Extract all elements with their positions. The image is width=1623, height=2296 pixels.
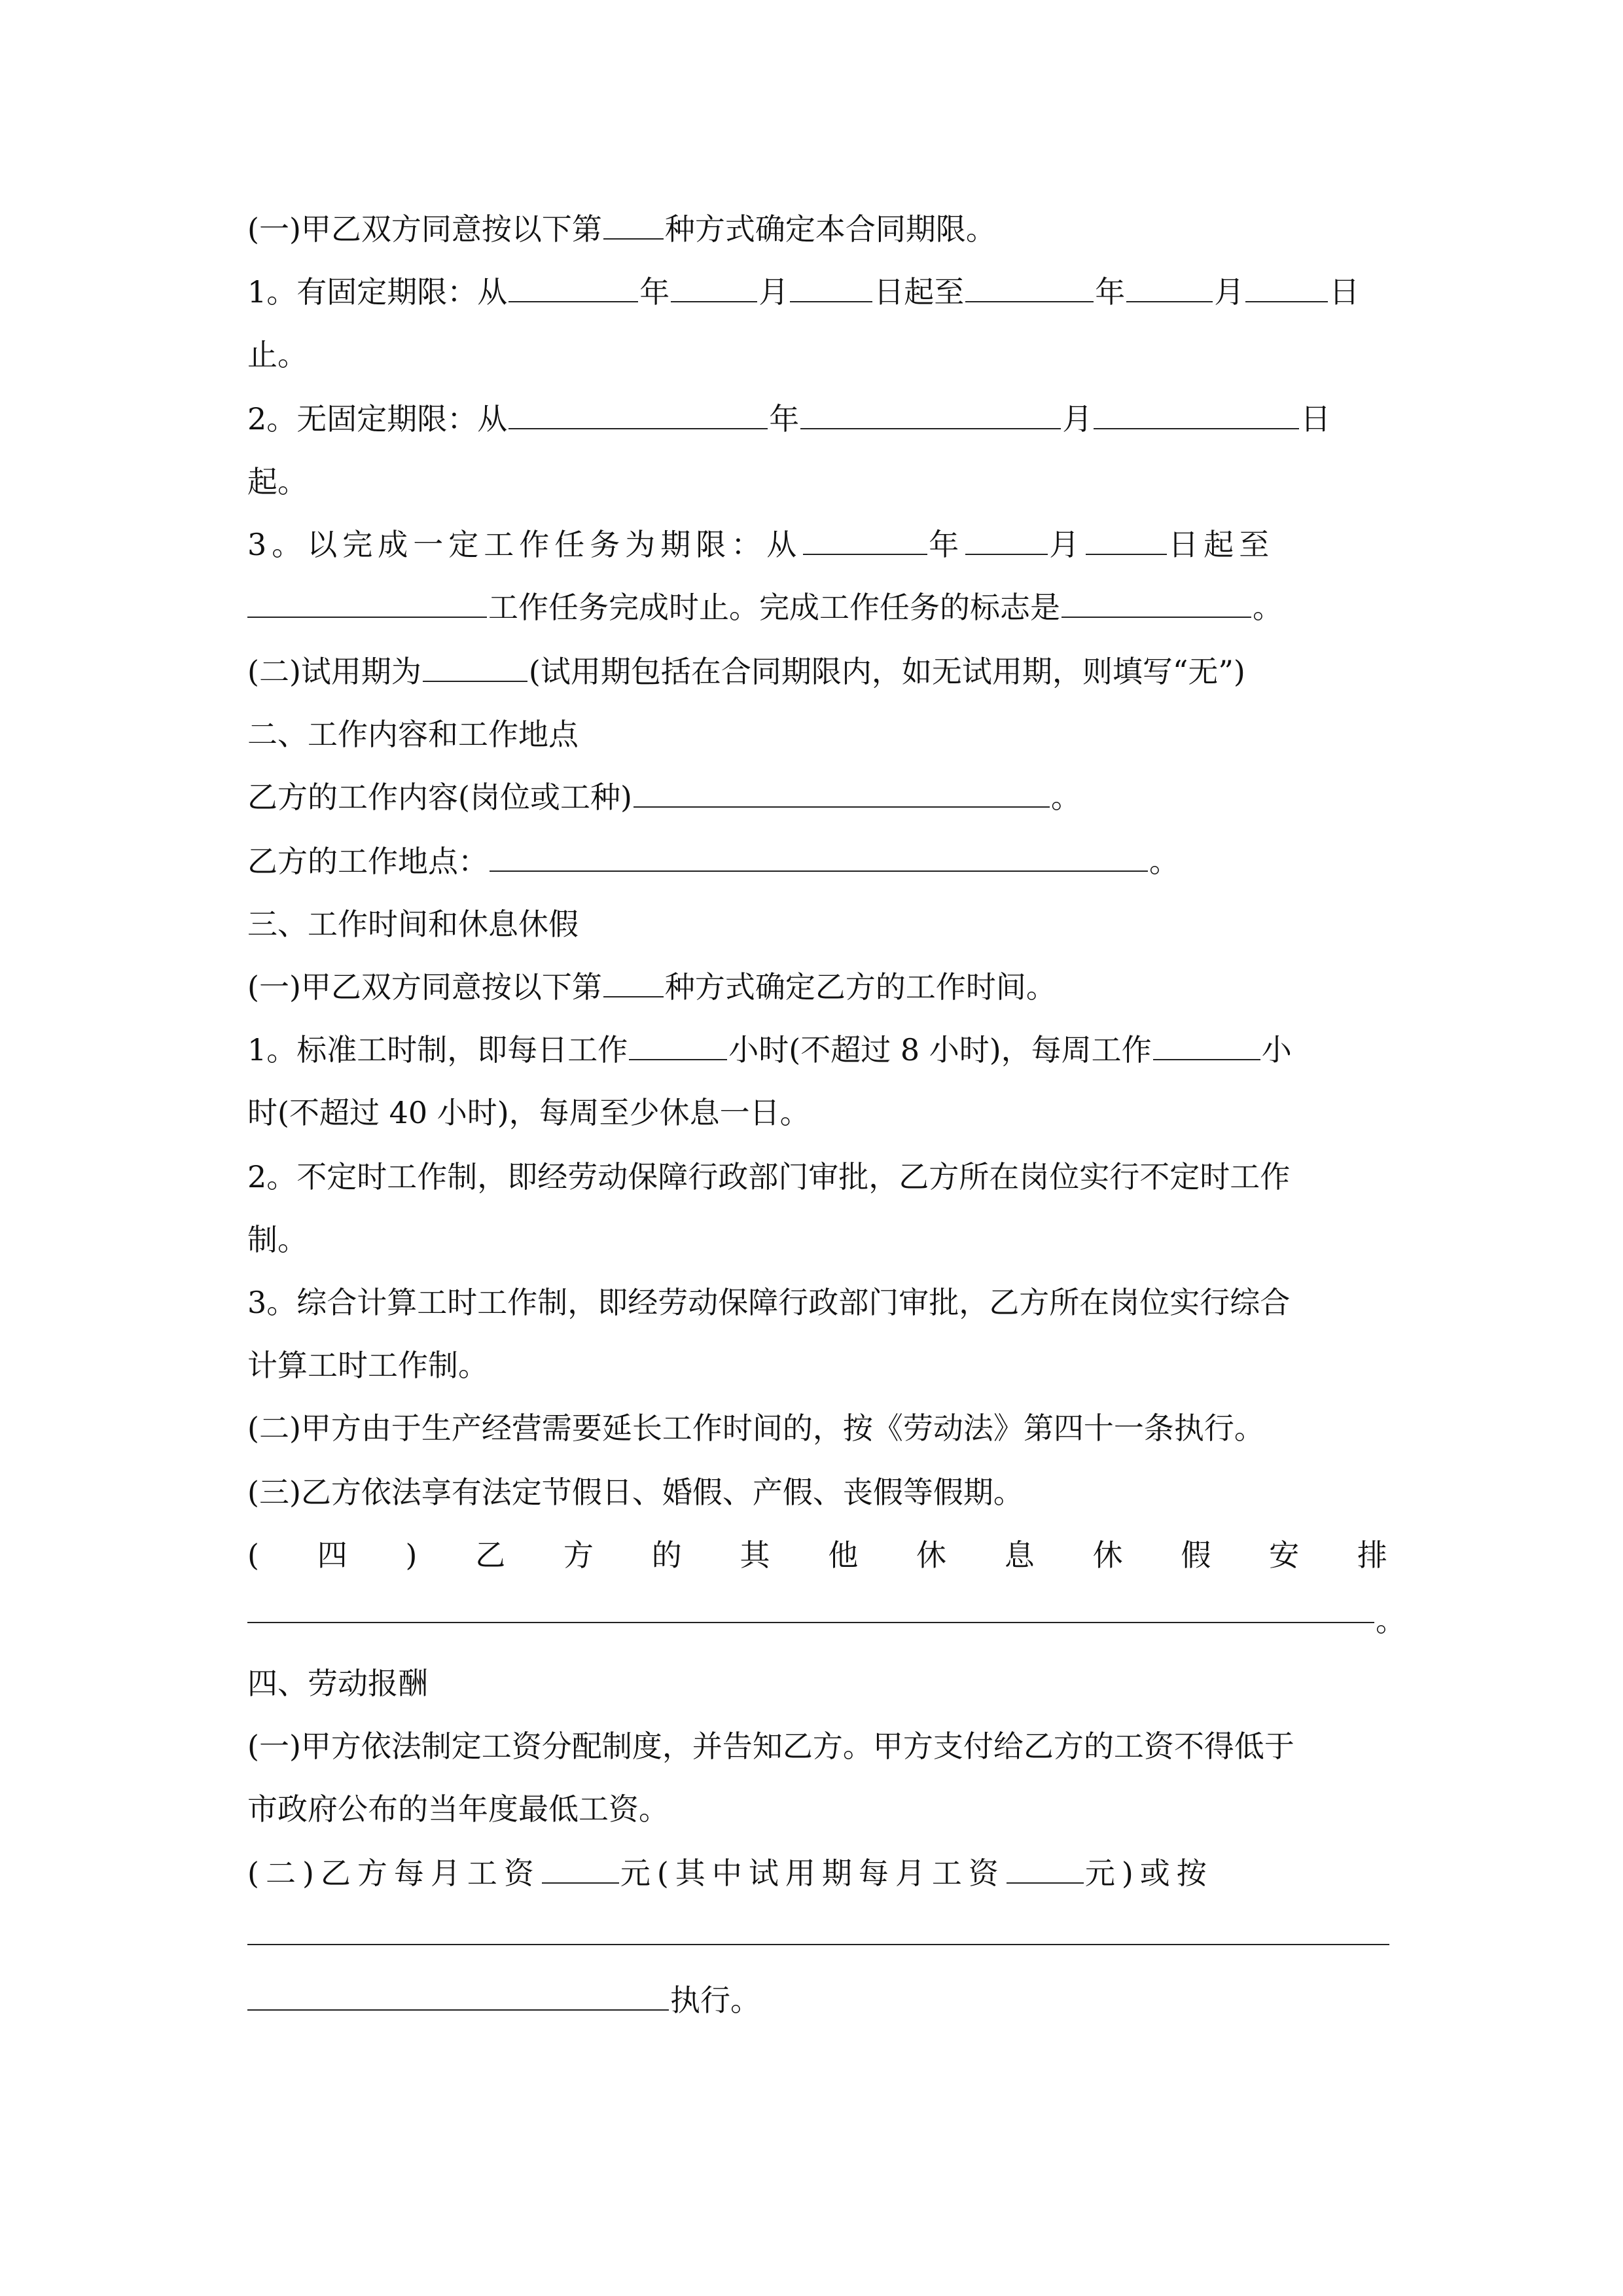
text: 种方式确定乙方的工作时间。 — [664, 969, 1056, 1005]
text: 2。无固定期限：从 — [247, 401, 508, 437]
fixed-start-year-blank[interactable] — [508, 275, 638, 302]
fixed-term-line-end — [247, 334, 1386, 376]
text: 日起至 — [874, 274, 965, 310]
text: 乙方的工作地点： — [247, 844, 488, 879]
text: 工作任务完成时止。完成工作任务的标志是 — [488, 590, 1060, 625]
char: 乙 — [475, 1537, 506, 1573]
method-number-blank[interactable] — [603, 212, 664, 240]
text: 计算工时工作制。 — [247, 1348, 488, 1383]
open-term-line-end — [247, 461, 1386, 503]
task-start-year-blank[interactable] — [803, 528, 927, 555]
text: 月 — [1049, 527, 1085, 562]
probation-line — [247, 651, 1386, 692]
text: 小 — [1261, 1032, 1292, 1067]
char: 安 — [1269, 1537, 1300, 1573]
text: 乙方的工作内容(岗位或工种) — [247, 780, 632, 815]
open-start-month-blank[interactable] — [800, 402, 1061, 429]
text: 种方式确定本合同期限。 — [664, 211, 996, 247]
char: 排 — [1357, 1537, 1387, 1573]
monthly-wage-line — [247, 1852, 1386, 1894]
flexible-hours-line — [247, 1156, 1386, 1198]
fixed-start-day-blank[interactable] — [790, 275, 872, 302]
text: 1。有固定期限：从 — [247, 274, 508, 310]
fixed-start-month-blank[interactable] — [671, 275, 757, 302]
section-2-heading — [247, 713, 1386, 755]
text: 月 — [1062, 401, 1093, 437]
task-completion-mark-blank[interactable] — [1061, 590, 1251, 618]
section-4-heading — [247, 1662, 1386, 1704]
text: 月 — [758, 274, 789, 310]
text: 。 — [1149, 844, 1179, 879]
open-start-year-blank[interactable] — [508, 402, 768, 429]
text: 。 — [1376, 1603, 1406, 1638]
text: 元)或按 — [1084, 1856, 1213, 1891]
text: 止。 — [247, 337, 308, 372]
monthly-wage-blank[interactable] — [542, 1856, 619, 1884]
char: 休 — [1092, 1537, 1123, 1573]
text: 3。以完成一定工作任务为期限：从 — [247, 527, 802, 562]
text: 小时(不超过 8 小时)，每周工作 — [728, 1032, 1152, 1067]
fixed-end-day-blank[interactable] — [1245, 275, 1328, 302]
text: 日起至 — [1168, 527, 1275, 562]
task-term-line — [247, 524, 1386, 565]
char: 其 — [740, 1537, 770, 1573]
section-3-heading — [247, 903, 1386, 945]
standard-hours-line — [247, 1029, 1386, 1071]
other-rest-blank[interactable] — [247, 1622, 1374, 1623]
wage-basis-blank[interactable] — [247, 1944, 1389, 1945]
text: 年 — [1095, 274, 1126, 310]
probation-wage-blank[interactable] — [1007, 1856, 1084, 1884]
char: 的 — [651, 1537, 682, 1573]
char: 假 — [1181, 1537, 1211, 1573]
text: 2。不定时工作制，即经劳动保障行政部门审批，乙方所在岗位实行不定时工作 — [247, 1159, 1291, 1194]
task-start-month-blank[interactable] — [965, 528, 1048, 555]
standard-hours-line-2 — [247, 1092, 1386, 1134]
weekly-hours-blank[interactable] — [1153, 1033, 1260, 1060]
task-term-line-2 — [247, 586, 1386, 628]
text: 三、工作时间和休息休假 — [247, 906, 579, 942]
text: (一)甲方依法制定工资分配制度，并告知乙方。甲方支付给乙方的工资不得低于 — [247, 1729, 1294, 1764]
fixed-end-year-blank[interactable] — [965, 275, 1094, 302]
wage-execution-line — [247, 1979, 1386, 2021]
task-start-day-blank[interactable] — [1086, 528, 1167, 555]
text: (试用期包括在合同期限内，如无试用期，则填写“无”) — [528, 654, 1245, 689]
work-hours-method-line — [247, 966, 1386, 1008]
open-start-day-blank[interactable] — [1094, 402, 1299, 429]
text: (一)甲乙双方同意按以下第 — [247, 969, 602, 1005]
char: 他 — [828, 1537, 859, 1573]
comprehensive-hours-line — [247, 1282, 1386, 1323]
comprehensive-hours-line-2 — [247, 1344, 1386, 1386]
text: 月 — [1214, 274, 1245, 310]
char: 四 — [317, 1537, 348, 1573]
task-description-blank[interactable] — [247, 590, 487, 618]
text: 四、劳动报酬 — [247, 1666, 428, 1701]
wage-system-line — [247, 1725, 1386, 1767]
text: 。 — [1050, 780, 1081, 815]
text: 制。 — [247, 1222, 308, 1257]
job-content-blank[interactable] — [633, 780, 1050, 808]
other-rest-line — [247, 1534, 1387, 1576]
text: 二、工作内容和工作地点 — [247, 717, 579, 752]
work-location-blank[interactable] — [490, 844, 1148, 872]
text: 年 — [929, 527, 965, 562]
wage-system-line-2 — [247, 1788, 1386, 1830]
open-term-line — [247, 398, 1386, 440]
text: 3。综合计算工时工作制，即经劳动保障行政部门审批，乙方所在岗位实行综合 — [247, 1285, 1291, 1320]
text: 年 — [769, 401, 800, 437]
job-content-line — [247, 776, 1386, 818]
char: 休 — [916, 1537, 947, 1573]
text: 时(不超过 40 小时)，每周至少休息一日。 — [247, 1095, 810, 1130]
text: (三)乙方依法享有法定节假日、婚假、产假、丧假等假期。 — [247, 1475, 1024, 1510]
text: (二)试用期为 — [247, 654, 421, 689]
text: 1。标准工时制，即每日工作 — [247, 1032, 628, 1067]
text: 日 — [1300, 401, 1331, 437]
text: 年 — [639, 274, 670, 310]
text: 起。 — [247, 464, 308, 499]
wage-execution-blank[interactable] — [247, 1983, 669, 2011]
text: 市政府公布的当年度最低工资。 — [247, 1791, 669, 1827]
holidays-line — [247, 1471, 1386, 1513]
char: 息 — [1004, 1537, 1035, 1573]
text: 日 — [1329, 274, 1360, 310]
fixed-term-line — [247, 271, 1386, 313]
text: 元(其中试用期每月工资 — [620, 1856, 1005, 1891]
work-location-line — [247, 840, 1386, 882]
text: (二)乙方每月工资 — [247, 1856, 541, 1891]
text: 。 — [1253, 590, 1283, 625]
text: (二)甲方由于生产经营需要延长工作时间的，按《劳动法》第四十一条执行。 — [247, 1410, 1264, 1446]
work-hours-method-blank[interactable] — [603, 970, 664, 997]
char: ( — [247, 1537, 259, 1573]
text: (一)甲乙双方同意按以下第 — [247, 211, 602, 247]
term-method-line — [247, 208, 1386, 250]
flexible-hours-line-2 — [247, 1219, 1386, 1261]
char: 方 — [563, 1537, 594, 1573]
char: ) — [405, 1537, 418, 1573]
overtime-line — [247, 1407, 1386, 1449]
probation-period-blank[interactable] — [423, 655, 527, 682]
text: 执行。 — [670, 1982, 760, 2018]
fixed-end-month-blank[interactable] — [1126, 275, 1213, 302]
daily-hours-blank[interactable] — [629, 1033, 727, 1060]
